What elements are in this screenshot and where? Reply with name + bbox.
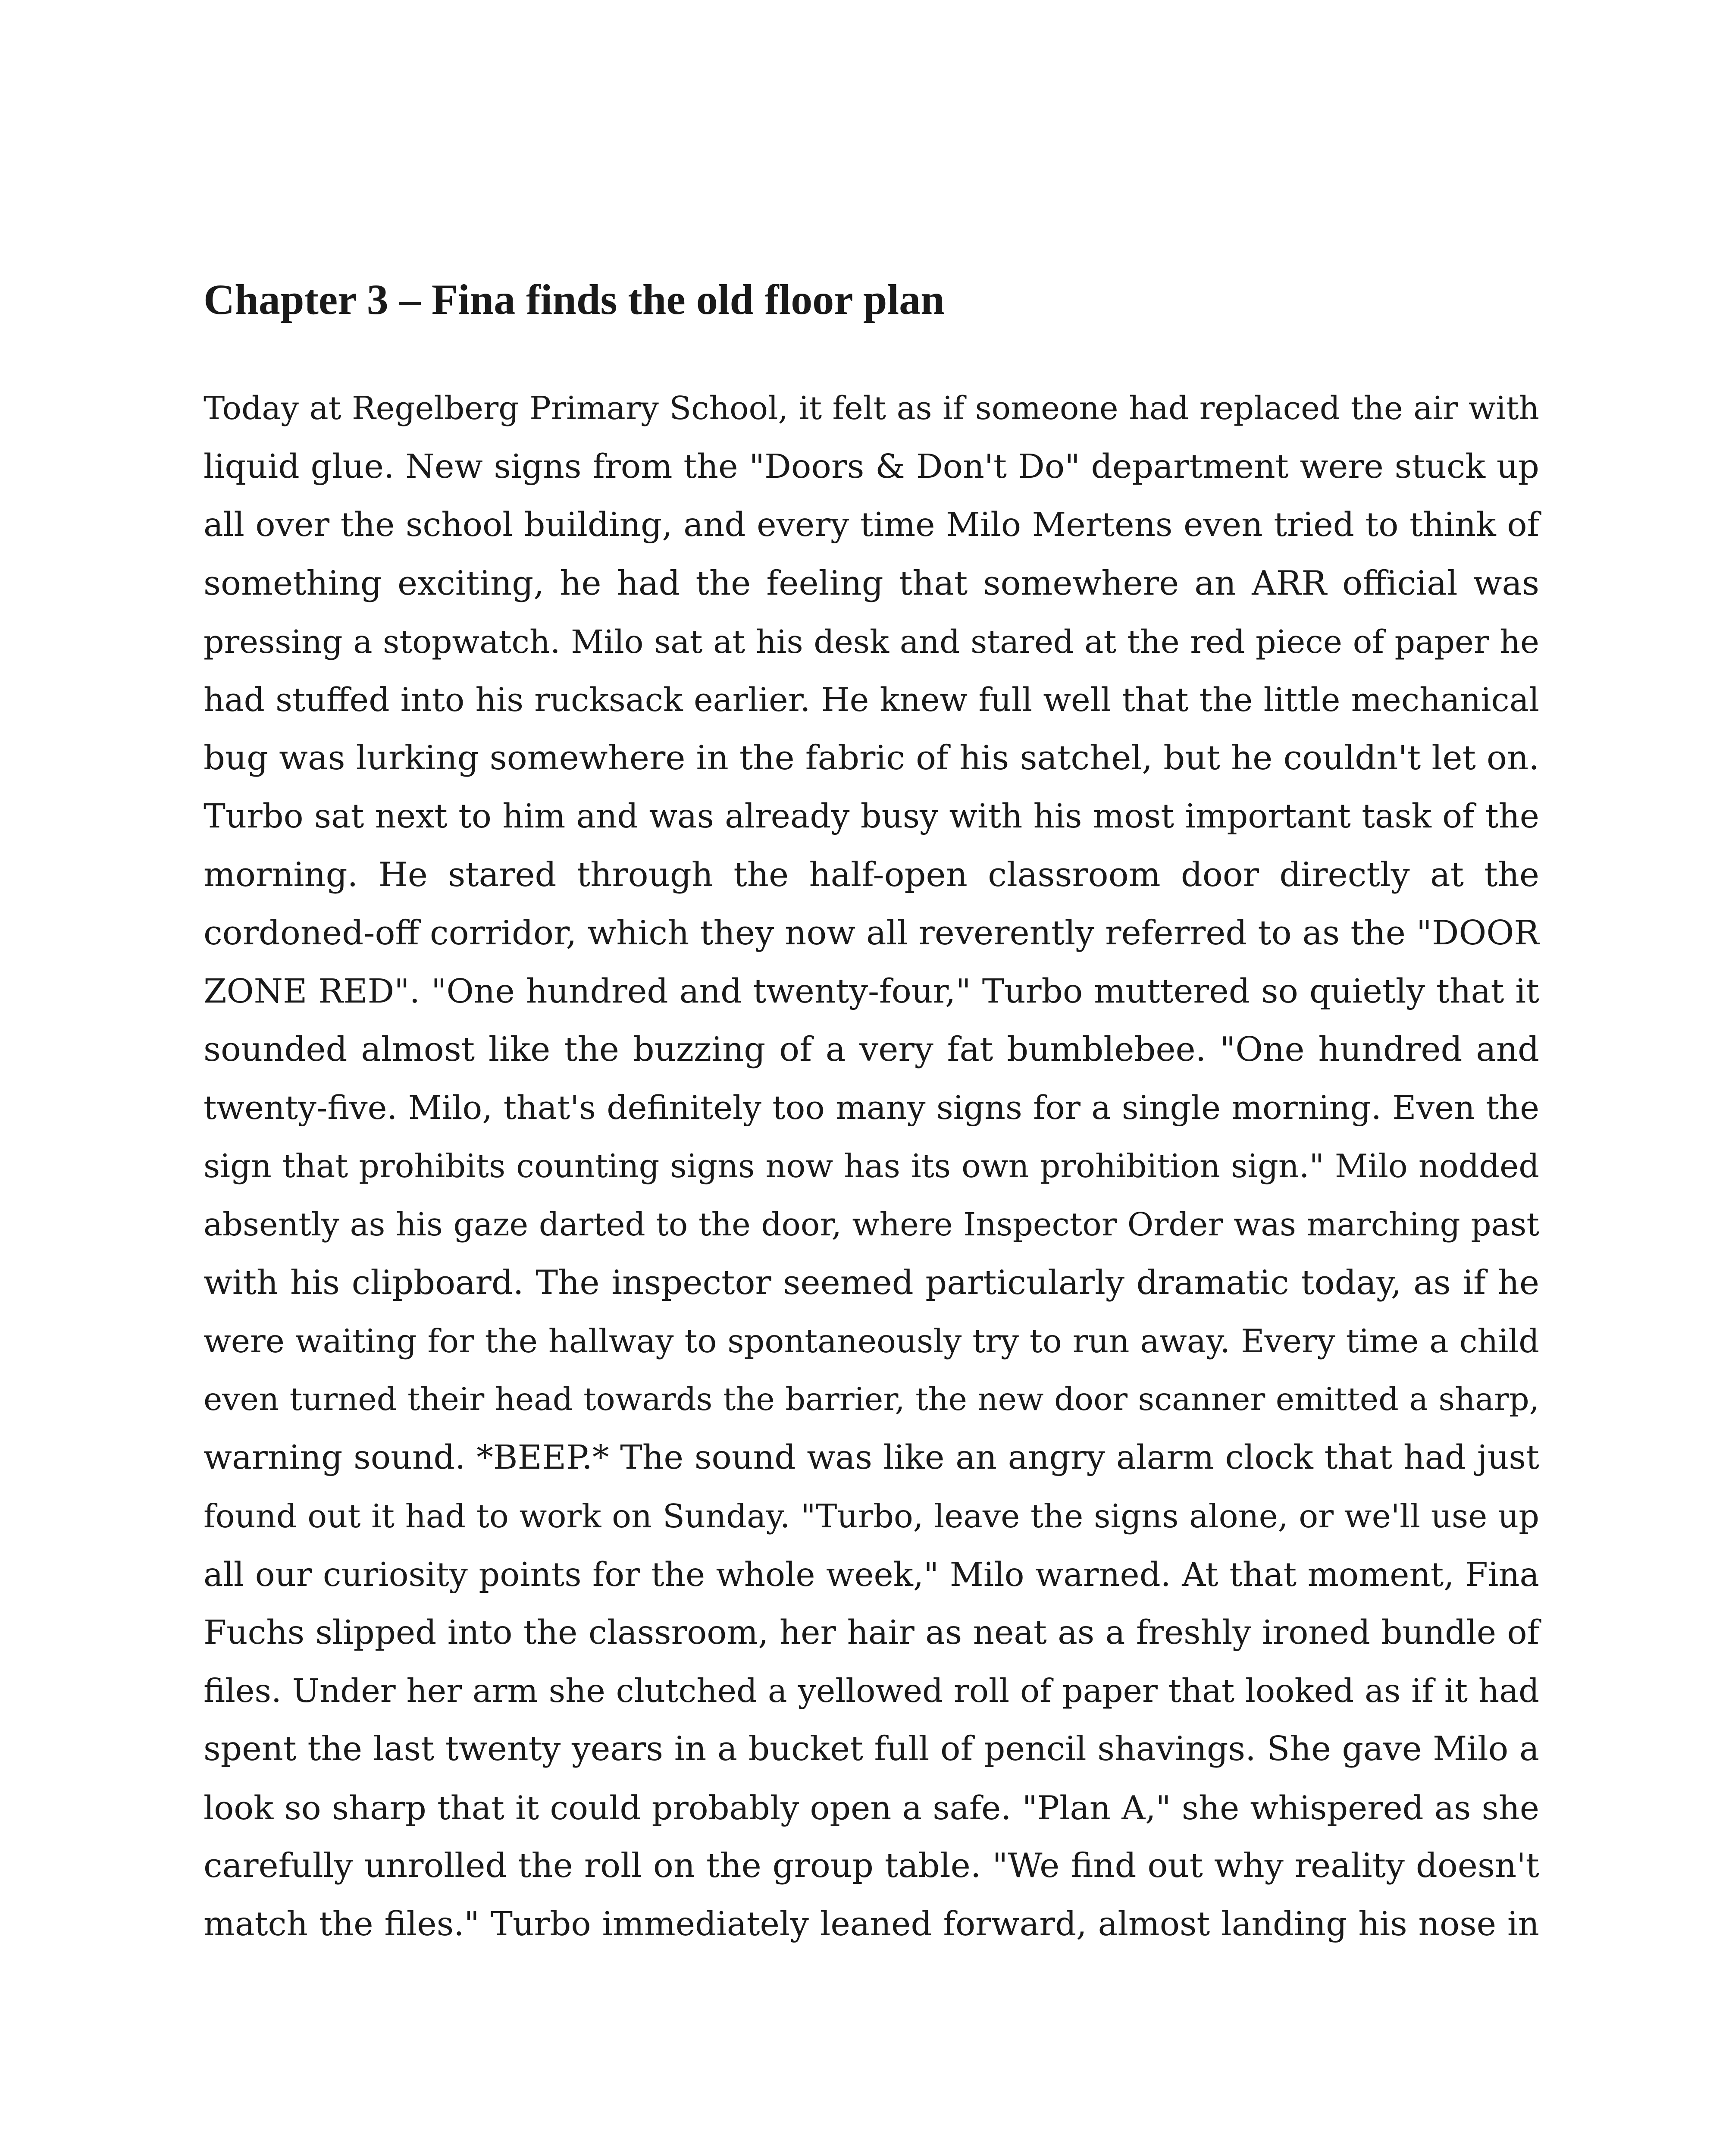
body-line: found out it had to work on Sunday. "Turbo, leave the signs alone, or we'll use up	[204, 1497, 1539, 1535]
body-line: spent the last twenty years in a bucket full of pencil shavings. She gave Milo a	[204, 1730, 1539, 1769]
body-line: with his clipboard. The inspector seemed particularly dramatic today, as if he	[204, 1263, 1539, 1302]
body-line: were waiting for the hallway to spontaneously try to run away. Every time a child	[204, 1322, 1539, 1360]
body-line: warning sound. *BEEP.* The sound was like an angry alarm clock that had just	[204, 1438, 1539, 1477]
body-line: Turbo sat next to him and was already busy with his most important task of the	[204, 797, 1539, 836]
body-line: all our curiosity points for the whole week," Milo warned. At that moment, Fina	[204, 1555, 1539, 1594]
body-line: sounded almost like the buzzing of a very fat bumblebee. "One hundred and	[204, 1030, 1539, 1069]
body-line: carefully unrolled the roll on the group table. "We find out why reality doesn't	[204, 1846, 1539, 1885]
body-line: cordoned-off corridor, which they now all reverently referred to as the "DOOR	[204, 913, 1539, 953]
body-line: pressing a stopwatch. Milo sat at his desk and stared at the red piece of paper he	[204, 623, 1539, 661]
body-line: liquid glue. New signs from the "Doors & Don't Do" department were stuck up	[204, 447, 1539, 486]
body-line: even turned their head towards the barrier, the new door scanner emitted a sharp,	[204, 1381, 1539, 1418]
body-line: absently as his gaze darted to the door, where Inspector Order was marching past	[204, 1206, 1539, 1243]
body-line: all over the school building, and every time Milo Mertens even tried to think of	[204, 506, 1539, 545]
body-line: ZONE RED". "One hundred and twenty-four," Turbo muttered so quietly that it	[204, 971, 1539, 1011]
body-line: had stuffed into his rucksack earlier. He knew full well that the little mechanical	[204, 680, 1539, 719]
body-line: look so sharp that it could probably open a safe. "Plan A," she whispered as she	[204, 1788, 1539, 1827]
body-line: match the files." Turbo immediately leaned forward, almost landing his nose in	[204, 1905, 1539, 1943]
body-line: Fuchs slipped into the classroom, her hair as neat as a freshly ironed bundle of	[204, 1613, 1539, 1652]
chapter-body	[204, 379, 1539, 1953]
body-line: something exciting, he had the feeling that somewhere an ARR official was	[204, 564, 1539, 603]
body-line: twenty-five. Milo, that's definitely too many signs for a single morning. Even the	[204, 1089, 1539, 1127]
chapter-title: Chapter 3 – Fina finds the old floor plan	[204, 276, 945, 323]
body-line: files. Under her arm she clutched a yellowed roll of paper that looked as if it had	[204, 1672, 1539, 1710]
body-line: bug was lurking somewhere in the fabric of his satchel, but he couldn't let on.	[204, 739, 1539, 778]
body-line: sign that prohibits counting signs now has its own prohibition sign." Milo nodded	[204, 1147, 1539, 1185]
body-line: Today at Regelberg Primary School, it felt as if someone had replaced the air with	[204, 390, 1539, 427]
body-line: morning. He stared through the half-open classroom door directly at the	[204, 855, 1539, 894]
